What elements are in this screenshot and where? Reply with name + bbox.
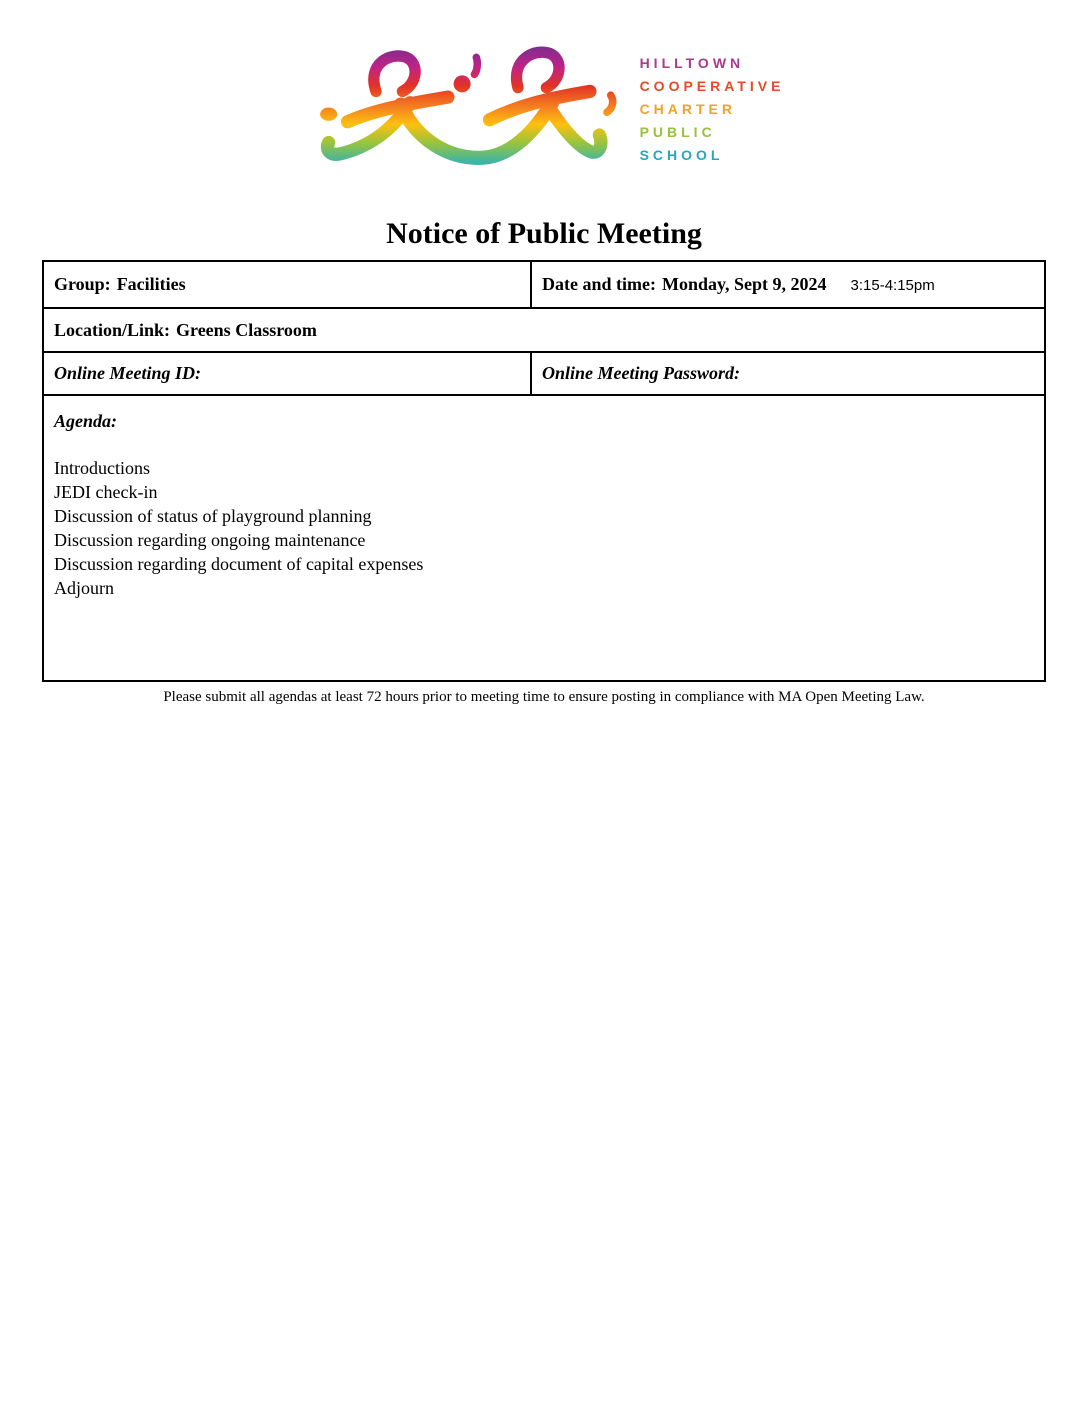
agenda-item: Discussion of status of playground planning [54, 506, 372, 526]
group-value: Facilities [116, 274, 186, 294]
dancing-figures-logo-icon [304, 46, 624, 188]
location-label: Location/Link: [54, 319, 171, 340]
date-value: Monday, Sept 9, 2024 [661, 274, 827, 294]
agenda-item: Adjourn [54, 578, 114, 598]
date-time-cell [532, 262, 1044, 307]
time-range: 3:15-4:15pm [850, 277, 935, 294]
page-title: Notice of Public Meeting [386, 217, 702, 250]
meeting-info-table [42, 260, 1046, 682]
agenda-cell [44, 396, 1044, 680]
table-row-location [44, 307, 1044, 351]
school-name [640, 46, 785, 167]
agenda-item: JEDI check-in [54, 482, 158, 502]
school-name-line: SCHOOL [639, 147, 724, 163]
meeting-password-cell [532, 353, 1044, 394]
agenda-item: Discussion regarding document of capital expenses [54, 554, 424, 574]
location-value: Greens Classroom [176, 319, 317, 340]
group-cell [44, 262, 532, 307]
agenda-item: Introductions [54, 458, 150, 478]
agenda-item: Discussion regarding ongoing maintenance [54, 530, 366, 550]
school-name-line: PUBLIC [639, 124, 716, 140]
meeting-id-cell [44, 353, 532, 394]
location-cell [44, 309, 1044, 351]
school-name-line: COOPERATIVE [639, 78, 785, 94]
school-name-line: CHARTER [639, 101, 737, 117]
date-label: Date and time: [542, 274, 656, 294]
school-name-line: HILLTOWN [639, 55, 745, 71]
school-logo [0, 0, 1088, 190]
meeting-id-label: Online Meeting ID: [54, 363, 202, 383]
submission-note: Please submit all agendas at least 72 hours prior to meeting time to ensure posting in compliance with MA Open Meeting Law. [163, 689, 925, 705]
table-row-online-meeting [44, 351, 1044, 394]
table-row-group-date [44, 262, 1044, 307]
group-label: Group: [54, 274, 111, 294]
meeting-password-label: Online Meeting Password: [542, 363, 741, 383]
agenda-list [54, 456, 1034, 600]
agenda-label: Agenda: [54, 411, 117, 431]
table-row-agenda [44, 394, 1044, 680]
